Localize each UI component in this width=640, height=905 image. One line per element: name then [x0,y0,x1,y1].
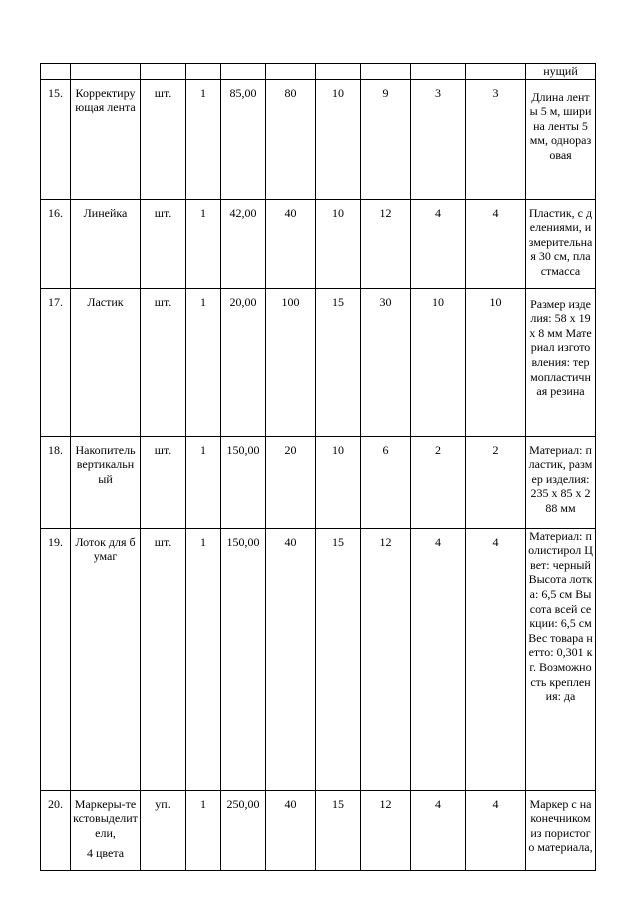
col-value: 20 [266,436,316,528]
row-number: 19. [41,528,71,790]
table-row [41,436,596,528]
col-value: 4 [411,790,466,870]
description: Материал: пластик, размер изделия: 235 х 85 х 288 мм [526,436,596,528]
table-row [41,528,596,790]
unit: шт. [141,79,186,199]
unit: шт. [141,288,186,436]
col-value: 30 [361,288,411,436]
price: 250,00 [221,790,266,870]
quantity: 1 [186,288,221,436]
col-value: 12 [361,528,411,790]
item-name-line: Маркеры-текстовыделители, [73,796,138,840]
col-value: 10 [411,288,466,436]
quantity: 1 [186,79,221,199]
col-value: 6 [361,436,411,528]
table-row [41,199,596,288]
item-name: Корректирующая лента [71,79,141,199]
description: Длина ленты 5 м, ширина ленты 5 мм, одноразовая [526,79,596,199]
col-value: 15 [316,790,361,870]
quantity: 1 [186,199,221,288]
col-value: 10 [466,288,526,436]
item-name [71,790,141,870]
table-row [41,790,596,870]
col-value: 80 [266,79,316,199]
col-value: 12 [361,790,411,870]
col-value: 12 [361,199,411,288]
col-value: 10 [316,436,361,528]
col-value: 4 [466,528,526,790]
price: 20,00 [221,288,266,436]
table-row-continuation [41,64,596,80]
item-name: Лоток для бумаг [71,528,141,790]
table-row [41,288,596,436]
desc-cell: нущий [526,64,596,80]
item-name: Линейка [71,199,141,288]
col-value: 15 [316,288,361,436]
price: 42,00 [221,199,266,288]
col-value: 100 [266,288,316,436]
price: 85,00 [221,79,266,199]
row-number: 18. [41,436,71,528]
item-name: Ластик [71,288,141,436]
col-value: 4 [411,199,466,288]
col-value: 10 [316,199,361,288]
col-value: 10 [316,79,361,199]
unit: уп. [141,790,186,870]
row-number: 16. [41,199,71,288]
unit: шт. [141,528,186,790]
col-value: 4 [466,790,526,870]
col-value: 4 [466,199,526,288]
col-value: 9 [361,79,411,199]
table-row [41,79,596,199]
item-name: Накопитель вертикальный [71,436,141,528]
col-value: 4 [411,528,466,790]
price: 150,00 [221,436,266,528]
price: 150,00 [221,528,266,790]
col-value: 3 [466,79,526,199]
unit: шт. [141,199,186,288]
quantity: 1 [186,528,221,790]
unit: шт. [141,436,186,528]
item-name-line: 4 цвета [86,846,125,861]
row-number: 15. [41,79,71,199]
description: Маркер с наконечником из пористого материала, [526,790,596,870]
col-value: 3 [411,79,466,199]
description: Материал: полистирол Цвет: черный Высота лотка: 6,5 см Высота всей секции: 6,5 см Вес товара нетто: 0,301 кг. Возможность крепления: да [526,528,596,790]
row-number: 20. [41,790,71,870]
description: Пластик, с делениями, измерительная 30 см, пластмасса [526,199,596,288]
row-number: 17. [41,288,71,436]
col-value: 40 [266,528,316,790]
col-value: 2 [466,436,526,528]
product-table [40,63,596,871]
quantity: 1 [186,790,221,870]
col-value: 40 [266,199,316,288]
quantity: 1 [186,436,221,528]
description: Размер изделия: 58 х 19 х 8 мм Материал изготовления: термопластичная резина [526,288,596,436]
col-value: 15 [316,528,361,790]
col-value: 40 [266,790,316,870]
col-value: 2 [411,436,466,528]
